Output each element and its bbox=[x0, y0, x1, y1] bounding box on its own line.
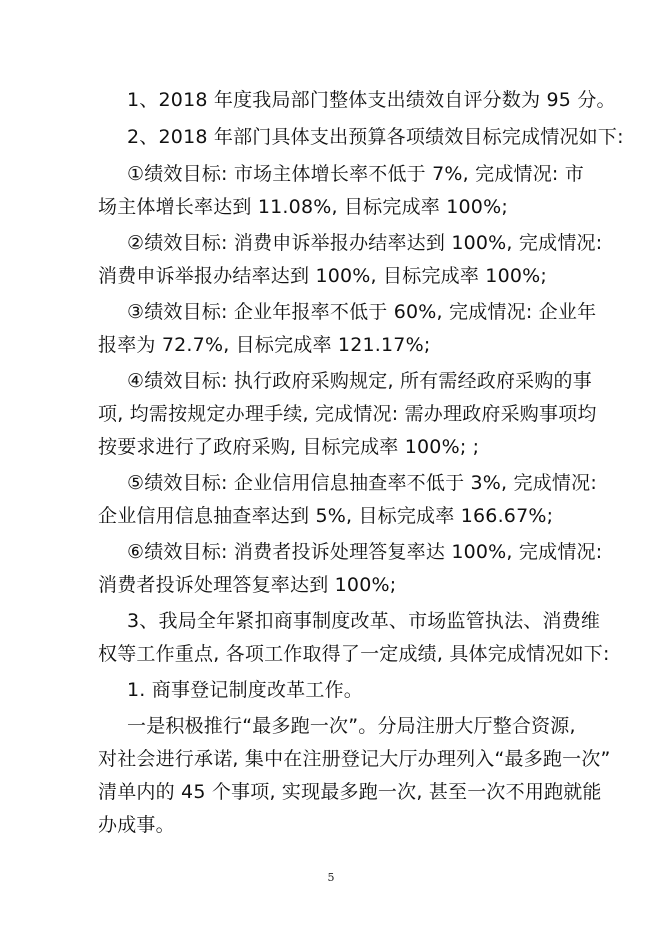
reform-paragraph-line-2: 对社会进行承诺, 集中在注册登记大厅办理列入“最多跑一次” bbox=[98, 748, 611, 770]
goal-2-line-2: 消费申诉举报办结率达到 100%, 目标完成率 100%; bbox=[98, 265, 547, 287]
goal-5-line-1: ⑤绩效目标: 企业信用信息抽查率不低于 3%, 完成情况: bbox=[127, 472, 597, 494]
goal-1-line-2: 场主体增长率达到 11.08%, 目标完成率 100%; bbox=[98, 196, 508, 218]
reform-paragraph-line-4: 办成事。 bbox=[98, 814, 175, 836]
goal-4-line-1: ④绩效目标: 执行政府采购规定, 所有需经政府采购的事 bbox=[127, 370, 592, 392]
paragraph-score-line-1: 1、2018 年度我局部门整体支出绩效自评分数为 95 分。 bbox=[127, 89, 616, 111]
goal-4-line-2: 项, 均需按规定办理手续, 完成情况: 需办理政府采购事项均 bbox=[98, 403, 597, 425]
goal-3-line-2: 报率为 72.7%, 目标完成率 121.17%; bbox=[98, 334, 431, 356]
work-summary-line-2: 权等工作重点, 各项工作取得了一定成绩, 具体完成情况如下: bbox=[98, 643, 610, 665]
page-number: 5 bbox=[327, 871, 335, 884]
work-summary-line-1: 3、我局全年紧扣商事制度改革、市场监管执法、消费维 bbox=[127, 610, 601, 632]
reform-paragraph-line-1: 一是积极推行“最多跑一次”。分局注册大厅整合资源, bbox=[127, 715, 576, 737]
goal-2-line-1: ②绩效目标: 消费申诉举报办结率达到 100%, 完成情况: bbox=[127, 232, 603, 254]
paragraph-targets-intro-line-1: 2、2018 年部门具体支出预算各项绩效目标完成情况如下: bbox=[127, 126, 624, 148]
goal-6-line-2: 消费者投诉处理答复率达到 100%; bbox=[98, 574, 397, 596]
goal-1-line-1: ①绩效目标: 市场主体增长率不低于 7%, 完成情况: 市 bbox=[127, 163, 584, 185]
section-heading: 1. 商事登记制度改革工作。 bbox=[127, 679, 363, 701]
goal-5-line-2: 企业信用信息抽查率达到 5%, 目标完成率 166.67%; bbox=[98, 505, 554, 527]
goal-4-line-3: 按要求进行了政府采购, 目标完成率 100%; ; bbox=[98, 436, 480, 458]
goal-3-line-1: ③绩效目标: 企业年报率不低于 60%, 完成情况: 企业年 bbox=[127, 301, 597, 323]
goal-6-line-1: ⑥绩效目标: 消费者投诉处理答复率达 100%, 完成情况: bbox=[127, 541, 603, 563]
reform-paragraph-line-3: 清单内的 45 个事项, 实现最多跑一次, 甚至一次不用跑就能 bbox=[98, 781, 602, 803]
